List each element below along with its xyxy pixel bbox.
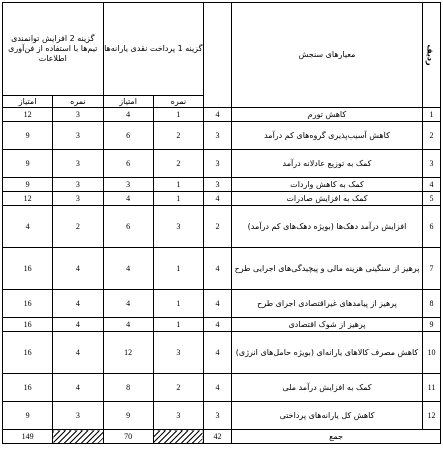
option1-score-cell: 2 bbox=[153, 150, 203, 178]
row-number: 12 bbox=[423, 402, 441, 430]
total-row bbox=[3, 430, 441, 444]
option2-score-cell: 3 bbox=[53, 122, 103, 150]
option1-points-cell: 6 bbox=[103, 122, 153, 150]
row-number: 8 bbox=[423, 290, 441, 318]
row-number: 10 bbox=[423, 332, 441, 374]
option2-score-cell: 4 bbox=[53, 318, 103, 332]
row-number: 5 bbox=[423, 192, 441, 206]
option1-points-cell: 8 bbox=[103, 374, 153, 402]
option2-score-cell: 4 bbox=[53, 290, 103, 318]
option1-score-cell: 2 bbox=[153, 374, 203, 402]
option2-points-header: امتیاز bbox=[3, 96, 53, 108]
option1-points-cell: 6 bbox=[103, 206, 153, 248]
table-row bbox=[3, 192, 441, 206]
weight-cell: 3 bbox=[204, 402, 232, 430]
row-number: 4 bbox=[423, 178, 441, 192]
option1-points-cell: 12 bbox=[103, 332, 153, 374]
option2-score-cell: 4 bbox=[53, 374, 103, 402]
table-row bbox=[3, 318, 441, 332]
table-body bbox=[3, 108, 441, 430]
radif-header: ردیف bbox=[423, 3, 441, 108]
option2-points-cell: 9 bbox=[3, 178, 53, 192]
weight-cell: 4 bbox=[204, 192, 232, 206]
weight-cell: 4 bbox=[204, 290, 232, 318]
criteria-cell: کمک به توزیع عادلانه درآمد bbox=[232, 150, 423, 178]
total-weight: 42 bbox=[204, 430, 232, 444]
criteria-cell: کمک به افزایش صادرات bbox=[232, 192, 423, 206]
criteria-cell: کمک به کاهش واردات bbox=[232, 178, 423, 192]
option1-score-header: نمره bbox=[153, 96, 203, 108]
row-number: 9 bbox=[423, 318, 441, 332]
row-number: 1 bbox=[423, 108, 441, 122]
option1-score-cell: 2 bbox=[153, 122, 203, 150]
option1-points-cell: 4 bbox=[103, 318, 153, 332]
option1-score-cell: 1 bbox=[153, 108, 203, 122]
option2-score-cell: 4 bbox=[53, 248, 103, 290]
criteria-cell: پرهیز از پیامدهای غیراقتصادی اجرای طرح bbox=[232, 290, 423, 318]
option2-points-cell: 16 bbox=[3, 332, 53, 374]
option2-score-cell: 3 bbox=[53, 192, 103, 206]
option1-points-cell: 6 bbox=[103, 150, 153, 178]
table-row bbox=[3, 150, 441, 178]
option2-points-cell: 9 bbox=[3, 122, 53, 150]
option2-score-cell: 3 bbox=[53, 402, 103, 430]
option1-score-cell: 3 bbox=[153, 402, 203, 430]
table-row bbox=[3, 402, 441, 430]
option2-score-cell: 4 bbox=[53, 332, 103, 374]
option1-header: گزینه 1 پرداخت نقدی یارانه‌ها bbox=[103, 3, 204, 96]
table-row bbox=[3, 332, 441, 374]
option1-score-cell: 1 bbox=[153, 290, 203, 318]
criteria-header: معیارهای سنجش bbox=[232, 3, 423, 108]
table-row bbox=[3, 374, 441, 402]
criteria-cell: کاهش آسیب‌پذیری گروه‌های کم درآمد bbox=[232, 122, 423, 150]
option1-points-cell: 4 bbox=[103, 248, 153, 290]
option2-score-header: نمره bbox=[53, 96, 103, 108]
criteria-cell: کاهش کل یارانه‌های پرداختی bbox=[232, 402, 423, 430]
option1-score-cell: 3 bbox=[153, 206, 203, 248]
weight-cell: 4 bbox=[204, 332, 232, 374]
table-row bbox=[3, 248, 441, 290]
option2-score-cell: 3 bbox=[53, 108, 103, 122]
table-row bbox=[3, 206, 441, 248]
criteria-cell: کاهش مصرف کالاهای یارانه‌ای (بویژه حامل‌های انرژی) bbox=[232, 332, 423, 374]
option2-points-cell: 16 bbox=[3, 248, 53, 290]
weight-cell: 4 bbox=[204, 248, 232, 290]
evaluation-table bbox=[2, 2, 441, 444]
option2-score-cell: 2 bbox=[53, 206, 103, 248]
option2-points-cell: 16 bbox=[3, 374, 53, 402]
weight-header bbox=[204, 3, 232, 108]
criteria-cell: کاهش تورم bbox=[232, 108, 423, 122]
total-option2-points: 149 bbox=[3, 430, 53, 444]
criteria-cell: پرهیز از سنگینی هزینه مالی و پیچیدگی‌های اجرایی طرح bbox=[232, 248, 423, 290]
weight-cell: 4 bbox=[204, 318, 232, 332]
weight-cell: 3 bbox=[204, 150, 232, 178]
option2-score-hatch bbox=[53, 430, 103, 444]
option1-points-cell: 9 bbox=[103, 402, 153, 430]
option1-points-cell: 4 bbox=[103, 290, 153, 318]
option2-points-cell: 16 bbox=[3, 318, 53, 332]
option1-score-cell: 1 bbox=[153, 178, 203, 192]
option1-score-hatch bbox=[153, 430, 203, 444]
row-number: 6 bbox=[423, 206, 441, 248]
option2-points-cell: 4 bbox=[3, 206, 53, 248]
row-number: 3 bbox=[423, 150, 441, 178]
option2-header: گزینه 2 افزایش توانمندی تیم‌ها با استفاده از فن‌آوری اطلاعات bbox=[3, 3, 104, 96]
weight-cell: 4 bbox=[204, 374, 232, 402]
option1-points-cell: 4 bbox=[103, 192, 153, 206]
row-number: 2 bbox=[423, 122, 441, 150]
option2-points-cell: 12 bbox=[3, 192, 53, 206]
table-row bbox=[3, 178, 441, 192]
option2-points-cell: 9 bbox=[3, 150, 53, 178]
option1-score-cell: 3 bbox=[153, 332, 203, 374]
total-option1-points: 70 bbox=[103, 430, 153, 444]
table-row bbox=[3, 122, 441, 150]
total-label: جمع bbox=[232, 430, 441, 444]
weight-cell: 3 bbox=[204, 178, 232, 192]
option2-points-cell: 16 bbox=[3, 290, 53, 318]
evaluation-table-container bbox=[2, 2, 441, 444]
option2-score-cell: 3 bbox=[53, 150, 103, 178]
table-row bbox=[3, 290, 441, 318]
header-row bbox=[3, 3, 441, 96]
criteria-cell: افزایش درآمد دهک‌ها (بویژه دهک‌های کم درآمد) bbox=[232, 206, 423, 248]
option1-points-cell: 3 bbox=[103, 178, 153, 192]
option1-score-cell: 1 bbox=[153, 318, 203, 332]
option1-points-header: امتیاز bbox=[103, 96, 153, 108]
row-number: 11 bbox=[423, 374, 441, 402]
weight-cell: 4 bbox=[204, 108, 232, 122]
weight-cell: 2 bbox=[204, 206, 232, 248]
option1-score-cell: 1 bbox=[153, 248, 203, 290]
option2-points-cell: 9 bbox=[3, 402, 53, 430]
option2-score-cell: 3 bbox=[53, 178, 103, 192]
option1-score-cell: 1 bbox=[153, 192, 203, 206]
criteria-cell: کمک به افزایش درآمد ملی bbox=[232, 374, 423, 402]
table-row bbox=[3, 108, 441, 122]
weight-cell: 3 bbox=[204, 122, 232, 150]
criteria-cell: پرهیز از شوک اقتصادی bbox=[232, 318, 423, 332]
option2-points-cell: 12 bbox=[3, 108, 53, 122]
option1-points-cell: 4 bbox=[103, 108, 153, 122]
row-number: 7 bbox=[423, 248, 441, 290]
